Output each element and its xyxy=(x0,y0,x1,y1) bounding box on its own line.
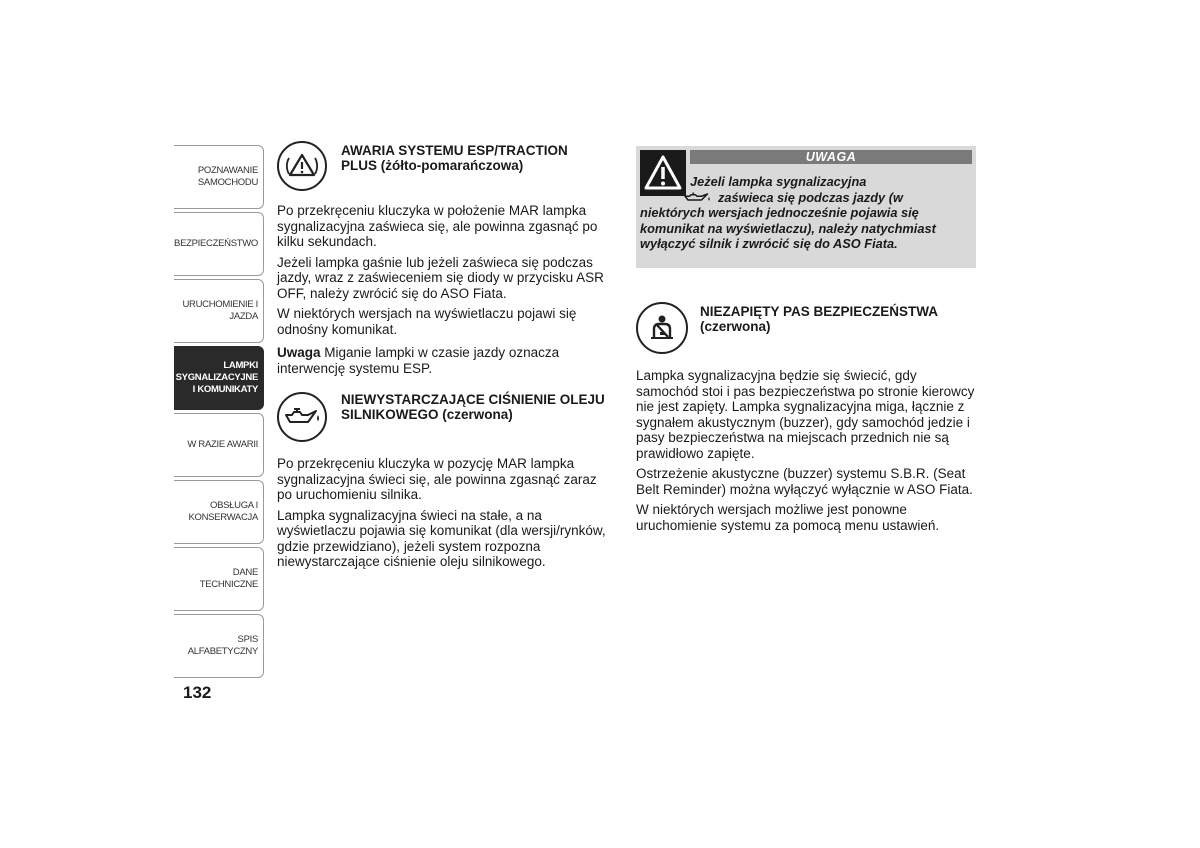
tab-dane-techniczne[interactable]: DANE TECHNICZNE xyxy=(174,547,264,611)
esp-section-header xyxy=(277,141,607,203)
tab-obsluga[interactable]: OBSŁUGA I KONSERWACJA xyxy=(174,480,264,544)
tab-bezpieczenstwo[interactable]: BEZPIECZEŃSTWO xyxy=(174,212,264,276)
tab-poznawanie[interactable]: POZNAWANIE SAMOCHODU xyxy=(174,145,264,209)
warning-line-1: Jeżeli lampka sygnalizacyjna xyxy=(690,174,867,189)
warning-text xyxy=(640,174,970,252)
warning-box xyxy=(636,146,976,268)
tab-spis-alfabetyczny[interactable]: SPIS ALFABETYCZNY xyxy=(174,614,264,678)
seatbelt-paragraph-2: Ostrzeżenie akustyczne (buzzer) systemu S.B.R. (Seat Belt Reminder) można wyłączyć wyłącznie w ASO Fiata. xyxy=(636,466,973,497)
esp-title: AWARIA SYSTEMU ESP/TRACTION PLUS (żółto-pomarańczowa) xyxy=(341,143,568,173)
esp-paragraph-1: Po przekręceniu kluczyka w położenie MAR lampka sygnalizacyjna zaświeca się, ale powinna zgasnąć po kilku sekundach. xyxy=(277,203,598,249)
esp-paragraph-2: Jeżeli lampka gaśnie lub jeżeli zaświeca się podczas jazdy, wraz z zaświeceniem się diody w przycisku ASR OFF, należy zwrócić się do ASO Fiata. xyxy=(277,254,604,301)
seatbelt-title: NIEZAPIĘTY PAS BEZPIECZEŃSTWA (czerwona) xyxy=(700,304,938,334)
page-number: 132 xyxy=(183,683,212,702)
tab-lampki[interactable]: LAMPKI SYGNALIZACYJNE I KOMUNIKATY xyxy=(174,346,264,410)
right-column xyxy=(636,146,976,538)
seatbelt-icon xyxy=(636,302,688,354)
warning-line-2 xyxy=(640,190,970,206)
seatbelt-paragraph-3: W niektórych wersjach możliwe jest ponowne uruchomienie systemu za pomocą menu ustawień. xyxy=(636,502,940,533)
oil-paragraph-1: Po przekręceniu kluczyka w pozycję MAR lampka sygnalizacyjna świeci się, ale powinna zgasnąć zaraz po uruchomieniu silnika. xyxy=(277,456,597,502)
chapter-tabs xyxy=(174,145,264,681)
oil-title: NIEWYSTARCZAJĄCE CIŚNIENIE OLEJU SILNIKOWEGO (czerwona) xyxy=(341,392,605,422)
oil-section-header xyxy=(277,390,607,456)
esp-paragraph-3: W niektórych wersjach na wyświetlaczu pojawi się odnośny komunikat. xyxy=(277,306,577,337)
esp-note xyxy=(277,345,607,376)
seatbelt-paragraph-1: Lampka sygnalizacyjna będzie się świecić, gdy samochód stoi i pas bezpieczeństwa po stronie kierowcy nie jest zapięty. Lampka sygnalizacyjna miga, łącznie z sygnałem akustycznym (buzzer), gdy samochód jedzie i pasy bezpieczeństwa na miejscach przednich nie są prawidłowo zapięte. xyxy=(636,368,975,461)
tab-uruchomienie[interactable]: URUCHOMIENIE I JAZDA xyxy=(174,279,264,343)
esp-warning-icon xyxy=(277,141,327,191)
warning-rest: niektórych wersjach jednocześnie pojawia się komunikat na wyświetlaczu), należy natychmiast wyłączyć silnik i zwrócić się do ASO Fiata. xyxy=(640,205,936,251)
esp-note-text: Miganie lampki w czasie jazdy oznacza interwencję systemu ESP. xyxy=(277,345,560,376)
warning-line-2-text: zaświeca się podczas jazdy (w xyxy=(718,189,903,205)
tab-w-razie-awarii[interactable]: W RAZIE AWARII xyxy=(174,413,264,477)
oil-paragraph-2: Lampka sygnalizacyjna świeci na stałe, a na wyświetlaczu pojawia się komunikat (dla wersji/rynków, gdzie przewidziano), jeżeli system rozpozna niewystarczające ciśnienie oleju silnikowego. xyxy=(277,507,606,569)
seatbelt-section-header xyxy=(636,302,976,368)
warning-header: UWAGA xyxy=(690,150,972,164)
oil-pressure-inline-icon xyxy=(680,191,714,203)
oil-pressure-icon xyxy=(277,392,327,442)
esp-note-label: Uwaga xyxy=(277,345,321,360)
left-column xyxy=(277,141,607,575)
